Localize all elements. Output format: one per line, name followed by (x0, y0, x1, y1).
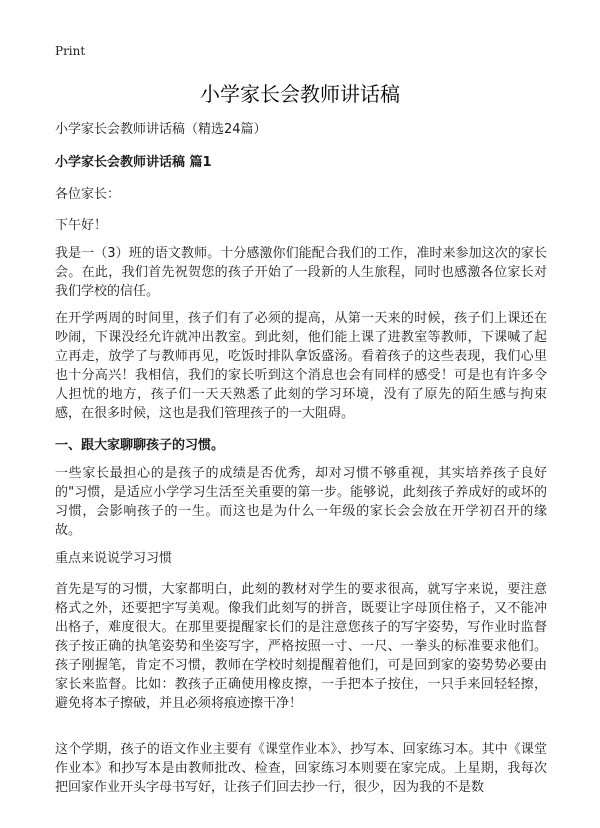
greeting: 各位家长： (55, 187, 121, 202)
document-subtitle: 小学家长会教师讲话稿（精选24篇） (55, 122, 267, 137)
focus-line: 重点来说说学习习惯 (55, 551, 173, 566)
paragraph-intro: 我是一（3）班的语文教师。十分感激你们能配合我们的工作，准时来参加这次的家长会。在此，我们首先祝贺您的孩子开始了一段新的人生旅程，同时也感激各位家长对我们学校的信任。 (55, 246, 547, 299)
salutation: 下午好！ (55, 218, 108, 233)
paragraph-writing: 首先是写的习惯，大家都明白，此刻的教材对学生的要求很高，就写字来说，要注意格式之外，还要把字写美观。像我们此刻写的拼音，既要让字母顶住格子，又不能冲出格子，难度很大。在那里要提醒家长们的是注意您孩子的写字姿势，写作业时监督孩子按正确的执笔姿势和坐姿写字，严格按照一寸、一尺、一拳头的标准要求他们。孩子刚握笔，肯定不习惯，教师在学校时刻提醒着他们，可是回到家的姿势势必要由家长来监督。比如：教孩子正确使用橡皮擦，一手把本子按住，一只手来回轻轻擦，避免将本子擦破，并且必须将痕迹擦干净！ (55, 582, 547, 711)
document-title: 小学家长会教师讲话稿 (200, 82, 400, 106)
print-label[interactable]: Print (55, 44, 86, 58)
paragraph-homework: 这个学期，孩子的语文作业主要有《课堂作业本》、抄写本、回家练习本。其中《课堂作业本》和抄写本是由教师批改、检查，回家练习本则要在家完成。上星期，我每次把回家作业开头字母书写好，让孩子们回去抄一行，很少，因为我的不是数 (55, 742, 547, 795)
paragraph-habits: 一些家长最担心的是孩子的成绩是否优秀，却对习惯不够重视，其实培养孩子良好的"习惯，是适应小学学习生活至关重要的第一步。能够说，此刻孩子养成好的或坏的习惯，会影响孩子的一生。而这也是为什么一年级的家长会会放在开学初召开的缘故。 (55, 466, 547, 538)
paragraph-progress: 在开学两周的时间里，孩子们有了必须的提高，从第一天来的时候，孩子们上课还在吵闹，下课没经允许就冲出教室。到此刻，他们能上课了进教室等教师，下课喊了起立再走，放学了与教师再见，吃饭时排队拿饭盛汤。看着孩子的这些表现，我们心里也十分高兴！我相信，我们的家长听到这个消息也会有同样的感受！可是也有许多令人担忧的地方，孩子们一天天熟悉了此刻的学习环境，没有了原先的陌生感与拘束感，在很多时候，这也是我们管理孩子的一大阻碍。 (55, 311, 547, 421)
section-heading-habits: 一、跟大家聊聊孩子的习惯。 (55, 438, 225, 453)
chapter-heading: 小学家长会教师讲话稿 篇1 (55, 155, 212, 170)
